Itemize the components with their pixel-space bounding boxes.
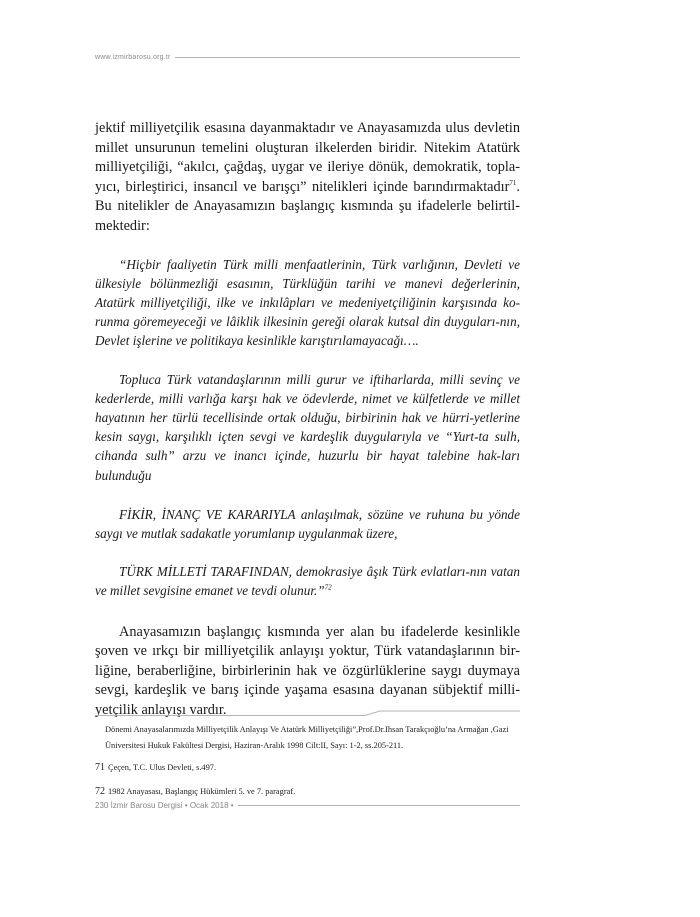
page-footer <box>95 801 520 810</box>
page-body <box>95 119 520 721</box>
footer-text: 230 İzmir Barosu Dergisi • Ocak 2018 • <box>95 801 234 810</box>
footnote-72 <box>95 784 520 800</box>
paragraph-1-text: jektif milliyetçilik esasına dayanmaktadır ve Anayasamızda ulus devletin millet unsurunun temelini oluşturan ilkelerden biridir. Nitekim Atatürk milliyetçiliği, “akılcı, çağdaş, uygar ve ileriye dönük, demokratik, topla-yıcı, birleştirici, insancıl ve barışçı” nitelikleri içinde barındırmaktadır <box>95 120 520 195</box>
quote-3: FİKİR, İNANÇ VE KARARIYLA anlaşılmak, sözüne ve ruhuna bu yönde saygı ve mutlak sadakatle yorumlanıp uygulanmak üzere, <box>95 506 520 541</box>
quote-4-text: TÜRK MİLLETİ TARAFINDAN, demokrasiye âşık Türk evlatları-nın vatan ve millet sevgisine emanet ve tevdi olunur.” <box>95 564 520 599</box>
footnote-separator <box>95 710 520 718</box>
quote-2: Topluca Türk vatandaşlarının milli gurur ve iftiharlarda, milli sevinç ve kederlerde, milli varlığa karşı hak ve ödevlerde, nimet ve külfetlerde ve millet hayatının her türlü tecellisinde ortak olduğu, birbirinin hak ve hürri-yetlerine kesin saygı, karşılıklı içten sevgi ve kardeşlik duygularıyla ve “Yurt-ta sulh, cihanda sulh” arzu ve inancı içinde, huzurlu bir hayat talebine hak-ları bulunduğu <box>95 371 520 483</box>
page-header <box>95 54 520 61</box>
footnote-72-text: 1982 Anayasası, Başlangıç Hükümleri 5. ve 7. paragraf. <box>108 787 296 796</box>
paragraph-1-tail: . Bu nitelikler de Anayasamızın başlangıç kısmında şu ifadelerle belirtil-mektedir: <box>95 178 520 234</box>
header-rule <box>175 57 520 58</box>
header-url: www.izmirbarosu.org.tr <box>95 54 171 61</box>
paragraph-1 <box>95 119 520 237</box>
footnote-continued: Dönemi Anayasalarımızda Milliyetçilik Anlayışı Ve Atatürk Milliyetçiliği”,Prof.Dr.Ihsan Tarakçıoğlu’na Armağan ,Gazi Üniversitesi Hukuk Fakültesi Dergisi, Haziran-Aralık 1998 Cilt:II, Sayı: 1-2, ss.205-211. <box>105 725 509 750</box>
footnote-71-number: 71 <box>95 762 105 773</box>
footnote-72-number: 72 <box>95 786 105 797</box>
footnote-ref-72: 72 <box>324 584 332 593</box>
quote-1: “Hiçbir faaliyetin Türk milli menfaatlerinin, Türk varlığının, Devleti ve ülkesiyle bölünmezliği esasının, Türklüğün tarihi ve manevi değerlerinin, Atatürk milliyetçiliği, ilke ve inkılâpları ve medeniyetçiliğinin karşısında ko-runma göremeyeceği ve lâiklik ilkesinin gereği olarak kutsal din duyguları-nın, Devlet işlerine ve politikaya kesinlikle karıştırılamayacağı…. <box>95 256 520 349</box>
footnote-71 <box>95 760 520 776</box>
footer-rule <box>238 805 520 806</box>
footnote-ref-71: 71 <box>509 179 517 188</box>
quote-4 <box>95 562 520 600</box>
footnote-71-text: Çeçen, T.C. Ulus Devleti, s.497. <box>108 763 217 772</box>
paragraph-2: Anayasamızın başlangıç kısmında yer alan bu ifadelerde kesinlikle şoven ve ırkçı bir milliyetçilik anlayışı yoktur, Türk vatandaşlarının bir-liğine, beraberliğine, birbirlerinin hak ve özgürlüklerine saygı duymaya sevgi, kardeşlik ve barış içinde yaşama esasına dayanan sübjektif milli-yetçilik anlayışı vardır. <box>95 623 520 718</box>
